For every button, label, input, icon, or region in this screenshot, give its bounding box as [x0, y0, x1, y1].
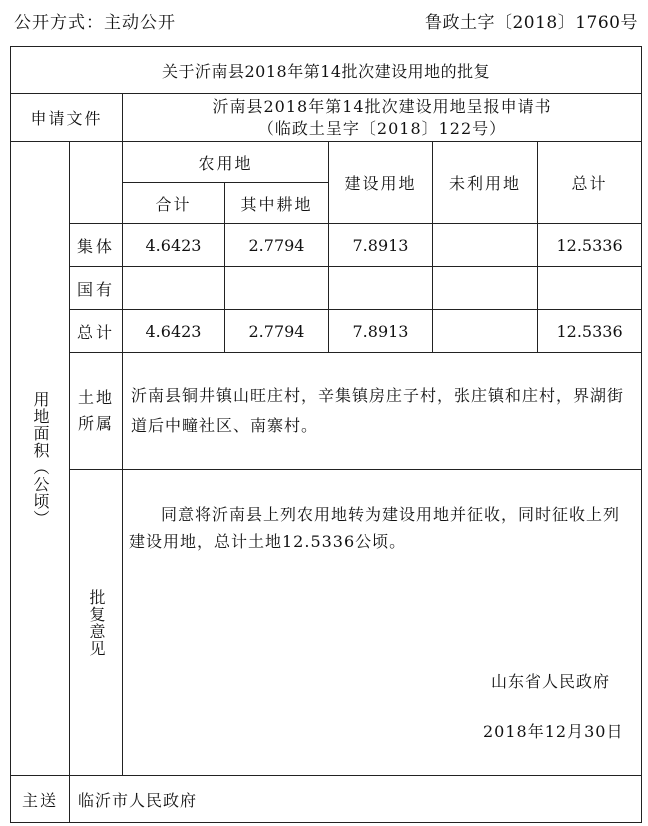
cell-farmland: 2.7794: [225, 224, 329, 267]
document-number: 鲁政土字〔2018〕1760号: [424, 13, 638, 33]
cell-farmland: [225, 267, 329, 310]
header-blank: [70, 142, 123, 224]
approval-text: 同意将沂南县上列农用地转为建设用地并征收，同时征收上列建设用地，总计土地12.5336公顷。: [129, 505, 621, 551]
cell-construction: [329, 267, 433, 310]
header-construction: 建设用地: [329, 142, 433, 224]
cell-total: 12.5336: [538, 224, 642, 267]
cell-subtotal: 4.6423: [123, 310, 225, 353]
land-area-label-cell: [11, 142, 70, 776]
land-header-row-1: [11, 142, 642, 183]
approval-row: [11, 470, 642, 776]
application-ref: （临政土呈字〔2018〕122号）: [257, 118, 507, 138]
sign-date: 2018年12月30日: [483, 722, 624, 741]
disclosure-mode: 公开方式：主动公开: [14, 13, 176, 33]
cell-construction: 7.8913: [329, 224, 433, 267]
send-to-value: 临沂市人民政府: [70, 776, 642, 823]
cell-unused: [433, 224, 538, 267]
approval-label: 批复意见: [87, 588, 106, 657]
application-row: [11, 94, 642, 142]
land-area-label: 用地面积（公顷）: [31, 390, 50, 527]
header-subtotal: 合计: [123, 183, 225, 224]
header-agricultural: 农用地: [123, 142, 329, 183]
table-row: [11, 224, 642, 267]
approval-form-table: [10, 46, 642, 823]
application-content: [123, 94, 642, 142]
approval-content: [123, 470, 642, 776]
cell-total: [538, 267, 642, 310]
header-farmland: 其中耕地: [225, 183, 329, 224]
row-label-collective: 集体: [70, 224, 123, 267]
send-row: [11, 776, 642, 823]
cell-unused: [433, 310, 538, 353]
table-row: [11, 267, 642, 310]
title-row: [11, 47, 642, 94]
send-to-label: 主送: [11, 776, 70, 823]
application-label: 申请文件: [11, 94, 123, 142]
cell-subtotal: [123, 267, 225, 310]
signer: 山东省人民政府: [491, 672, 611, 691]
application-title: 沂南县2018年第14批次建设用地呈报申请书: [212, 96, 552, 116]
header-unused: 未利用地: [433, 142, 538, 224]
table-row: [11, 310, 642, 353]
cell-farmland: 2.7794: [225, 310, 329, 353]
cell-construction: 7.8913: [329, 310, 433, 353]
document-title: 关于沂南县2018年第14批次建设用地的批复: [11, 47, 642, 94]
ownership-label: 土地所属: [78, 388, 115, 433]
cell-total: 12.5336: [538, 310, 642, 353]
ownership-row: [11, 353, 642, 470]
approval-label-cell: [70, 470, 123, 776]
ownership-label-cell: [70, 353, 123, 470]
ownership-value: 沂南县铜井镇山旺庄村，辛集镇房庄子村，张庄镇和庄村，界湖街道后中疃社区、南寨村。: [123, 353, 642, 470]
cell-subtotal: 4.6423: [123, 224, 225, 267]
header-total: 总计: [538, 142, 642, 224]
row-label-state: 国有: [70, 267, 123, 310]
row-label-total: 总计: [70, 310, 123, 353]
cell-unused: [433, 267, 538, 310]
